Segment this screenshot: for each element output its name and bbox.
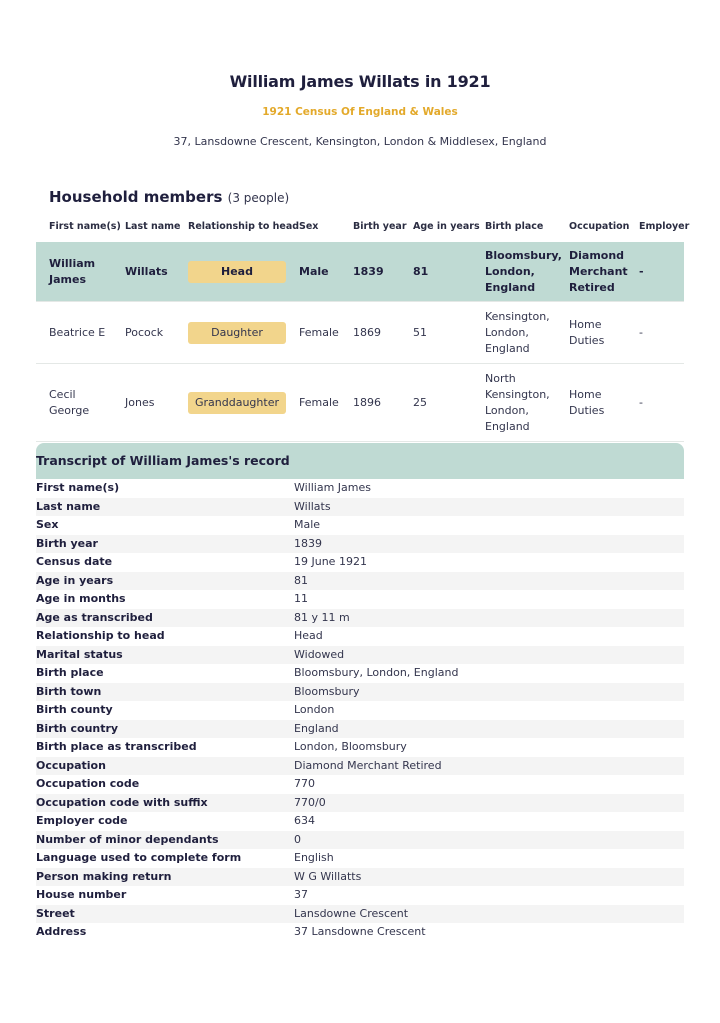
- cell-first-name: Cecil George: [49, 387, 90, 417]
- cell-occupation: Diamond Merchant Retired: [569, 248, 628, 294]
- transcript-label: Number of minor dependants: [36, 832, 219, 846]
- transcript-value: 19 June 1921: [294, 555, 367, 568]
- household-title-text: Household members: [49, 188, 223, 206]
- transcript-row: [36, 498, 684, 517]
- transcript-value: English: [294, 851, 334, 864]
- household-table: [36, 216, 690, 442]
- transcript-value: 11: [294, 592, 308, 605]
- cell-birth-year: 1896: [353, 395, 381, 409]
- page-title: William James Willats in 1921: [229, 72, 491, 91]
- cell-sex: Male: [299, 264, 329, 278]
- col-first-name: First name(s): [49, 221, 121, 232]
- transcript-label: Employer code: [36, 814, 128, 827]
- transcript-value: Bloomsbury: [294, 684, 360, 698]
- transcript-row: [36, 775, 684, 794]
- cell-employer: -: [639, 395, 643, 409]
- transcript-section: [36, 443, 684, 942]
- cell-last-name: Pocock: [125, 325, 164, 339]
- cell-first-name: Beatrice E: [49, 325, 106, 339]
- cell-age: 25: [413, 395, 427, 409]
- transcript-label: Birth place as transcribed: [36, 740, 197, 753]
- transcript-row: [36, 479, 684, 498]
- col-birth-year: Birth year: [353, 221, 407, 232]
- transcript-row: [36, 535, 684, 554]
- transcript-row: [36, 627, 684, 646]
- collection-subtitle[interactable]: 1921 Census Of England & Wales: [262, 106, 458, 118]
- transcript-row: [36, 923, 684, 942]
- transcript-row: [36, 831, 684, 850]
- transcript-label: Birth year: [36, 536, 98, 550]
- transcript-row: [36, 701, 684, 720]
- cell-first-name: William James: [49, 256, 96, 286]
- transcript-label: Birth country: [36, 721, 119, 735]
- transcript-label: Address: [36, 925, 87, 938]
- transcript-row: [36, 738, 684, 757]
- transcript-value: Bloomsbury, London, England: [294, 666, 459, 679]
- transcript-label: Age in months: [36, 592, 126, 605]
- transcript-label: Birth county: [36, 703, 113, 716]
- household-address: 37, Lansdowne Crescent, Kensington, London & Middlesex, England: [173, 135, 547, 148]
- transcript-row: [36, 683, 684, 702]
- transcript-value: 0: [294, 832, 301, 846]
- transcript-value: London, Bloomsbury: [294, 740, 407, 753]
- transcript-label: Occupation code with suffix: [36, 795, 208, 809]
- cell-birth-year: 1869: [353, 325, 381, 339]
- transcript-value: Head: [294, 629, 323, 642]
- household-table-header: [36, 216, 690, 242]
- transcript-table: [36, 479, 684, 942]
- transcript-row: [36, 609, 684, 628]
- cell-last-name: Jones: [125, 395, 155, 409]
- transcript-row: [36, 812, 684, 831]
- col-age: Age in years: [413, 221, 480, 232]
- col-sex: Sex: [299, 221, 319, 232]
- transcript-value: 1839: [294, 536, 322, 550]
- transcript-value: 81 y 11 m: [294, 610, 350, 624]
- transcript-header: [36, 443, 684, 479]
- col-birth-place: Birth place: [485, 221, 544, 232]
- household-row[interactable]: [36, 242, 684, 302]
- cell-occupation: Home Duties: [569, 387, 605, 417]
- transcript-row: [36, 886, 684, 905]
- transcript-value: 37 Lansdowne Crescent: [294, 925, 426, 938]
- transcript-value: Widowed: [294, 647, 345, 661]
- cell-occupation: Home Duties: [569, 317, 605, 347]
- transcript-title: Transcript of William James's record: [36, 453, 290, 468]
- transcript-row: [36, 849, 684, 868]
- transcript-label: Person making return: [36, 869, 172, 883]
- transcript-value: Male: [294, 518, 321, 531]
- col-last-name: Last name: [125, 221, 181, 232]
- transcript-label: Language used to complete form: [36, 851, 242, 864]
- cell-employer: -: [639, 325, 643, 339]
- transcript-row: [36, 905, 684, 924]
- household-row[interactable]: [36, 364, 684, 442]
- transcript-label: Age as transcribed: [36, 610, 153, 624]
- transcript-label: Last name: [36, 499, 101, 513]
- transcript-row: [36, 553, 684, 572]
- relationship-badge: Head: [188, 261, 286, 283]
- transcript-label: Occupation code: [36, 777, 140, 790]
- cell-birth-year: 1839: [353, 264, 384, 278]
- transcript-row: [36, 868, 684, 887]
- transcript-row: [36, 516, 684, 535]
- transcript-value: 37: [294, 888, 308, 901]
- transcript-row: [36, 590, 684, 609]
- transcript-value: Lansdowne Crescent: [294, 906, 409, 920]
- household-title: [49, 188, 289, 206]
- transcript-label: Sex: [36, 518, 59, 531]
- cell-employer: -: [639, 264, 644, 278]
- transcript-value: 770: [294, 777, 315, 790]
- transcript-value: England: [294, 721, 339, 735]
- household-count: (3 people): [227, 191, 290, 205]
- col-relationship: Relationship to head: [188, 221, 300, 232]
- transcript-value: 770/0: [294, 795, 326, 809]
- transcript-label: Birth place: [36, 666, 104, 679]
- cell-birth-place: North Kensington, London, England: [485, 371, 550, 433]
- cell-birth-place: Kensington, London, England: [485, 309, 550, 355]
- transcript-row: [36, 646, 684, 665]
- transcript-label: Age in years: [36, 573, 114, 587]
- transcript-label: Street: [36, 906, 75, 920]
- transcript-value: William James: [294, 481, 372, 494]
- household-row[interactable]: [36, 302, 684, 364]
- transcript-value: W G Willatts: [294, 869, 362, 883]
- transcript-value: 81: [294, 573, 308, 587]
- transcript-label: First name(s): [36, 481, 120, 494]
- transcript-row: [36, 664, 684, 683]
- relationship-badge: Daughter: [188, 322, 286, 344]
- transcript-row: [36, 757, 684, 776]
- transcript-value: 634: [294, 814, 315, 827]
- transcript-value: Diamond Merchant Retired: [294, 758, 442, 772]
- transcript-value: Willats: [294, 499, 331, 513]
- transcript-row: [36, 794, 684, 813]
- cell-age: 81: [413, 264, 429, 278]
- cell-last-name: Willats: [125, 264, 168, 278]
- relationship-badge: Granddaughter: [188, 392, 286, 414]
- cell-sex: Female: [299, 325, 339, 339]
- cell-age: 51: [413, 325, 427, 339]
- transcript-label: Birth town: [36, 684, 102, 698]
- transcript-label: Marital status: [36, 647, 123, 661]
- transcript-value: London: [294, 703, 335, 716]
- transcript-label: Occupation: [36, 758, 106, 772]
- transcript-row: [36, 572, 684, 591]
- transcript-label: House number: [36, 888, 127, 901]
- transcript-row: [36, 720, 684, 739]
- col-employer: Employer: [639, 221, 690, 232]
- cell-sex: Female: [299, 395, 339, 409]
- transcript-label: Census date: [36, 555, 113, 568]
- cell-birth-place: Bloomsbury, London, England: [485, 248, 562, 294]
- transcript-label: Relationship to head: [36, 629, 165, 642]
- col-occupation: Occupation: [569, 221, 630, 232]
